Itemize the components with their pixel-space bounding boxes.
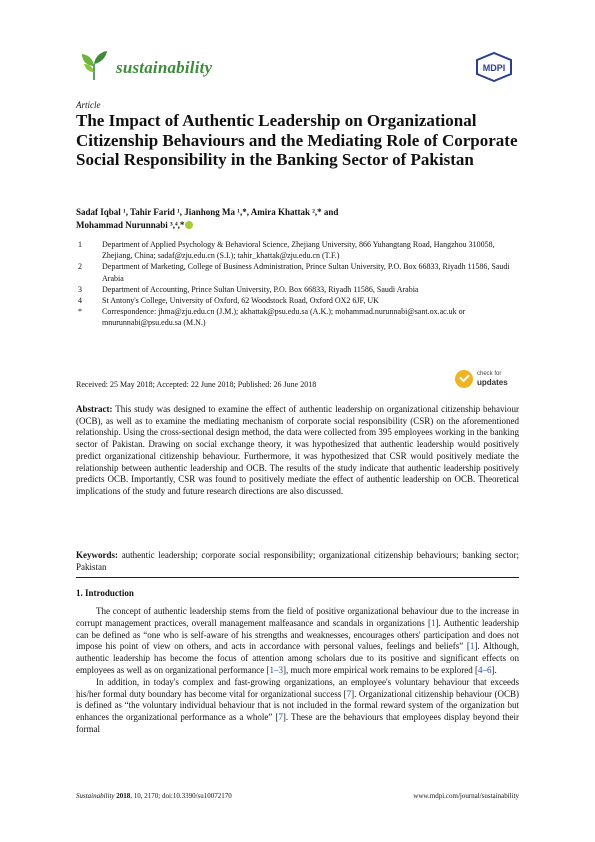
publication-dates: Received: 25 May 2018; Accepted: 22 June 2018; Published: 26 June 2018 [76,380,317,389]
author-list [76,206,526,232]
citation-link[interactable]: 7 [278,712,283,723]
footer-journal: Sustainability [76,792,115,800]
footer-year: 2018 [116,792,131,800]
footer-citation: Sustainability 2018, 10, 2170; doi:10.3390/su10072170 [76,792,232,800]
affiliation-marker: 4 [78,296,82,306]
paragraph [76,606,519,677]
text-run: ]. These are the behaviours that employees display beyond their formal [76,712,519,734]
affiliation-text: Department of Accounting, Prince Sultan University, P.O. Box 66833, Riyadh 11586, Saudi Arabia [102,284,419,294]
affiliation-text: Department of Applied Psychology & Behavioral Science, Zhejiang University, 866 Yuhangtang Road, Hangzhou 310058, Zhejiang, China; sadaf@zju.edu.cn (S.I.); tahir_khattak@zju.edu.cn (T.F.) [102,240,495,261]
body-text [76,606,519,736]
journal-logo-icon [76,46,112,82]
footer-url[interactable]: www.mdpi.com/journal/sustainability [413,792,519,800]
abstract [76,404,519,498]
text-run: The concept of authentic leadership stems from the field of positive organizational behaviour due to the increase in corrupt management practices, overall management malfeasance and scandals in organizations [ [76,606,519,628]
correspondence-item [76,306,516,328]
text-run: ]. Authentic leadership can be defined as “one who is self-aware of his strengths and weaknesses, encourages others' participation and does not impose his point of view on others, and acts in accordance with personal values, feelings and beliefs” [ [76,617,519,652]
affiliation-item [76,284,516,295]
affiliation-text: Correspondence: jhma@zju.edu.cn (J.M.); akhattak@psu.edu.sa (A.K.); mohammad.nurunnabi@sant.ox.ac.uk or mnurunnabi@psu.edu.sa (M.N.) [102,307,466,328]
abstract-label: Abstract: [76,404,113,414]
affiliation-marker: 2 [78,262,82,272]
citation-link[interactable]: 1 [430,617,436,628]
check-updates-line2: updates [477,378,508,387]
text-run: ]. [491,664,497,675]
affiliation-item [76,295,516,306]
mdpi-logo-icon [474,52,514,82]
citation-link[interactable]: 7 [346,688,352,699]
affiliation-item [76,261,516,283]
mdpi-logo-text: MDPI [482,63,506,73]
citation-link[interactable]: 4–6 [477,664,492,675]
author-line-2: Mohammad Nurunnabi ³,⁴,* [76,219,185,230]
text-run: ]. Although, authentic leadership has become the focus of attention among scholars due to its positive and significant effects on employees as well as on organizational performance [ [76,641,519,675]
citation-link[interactable]: 1–3 [269,664,284,675]
paper-title: The Impact of Authentic Leadership on Organizational Citizenship Behaviours and the Mediating Role of Corporate Social Responsibility in the Banking Sector of Pakistan [76,111,518,169]
section-divider [76,577,519,578]
text-run: In addition, in today's complex and fast-growing organizations, an employee's voluntary behaviour that exceeds his/her formal duty boundary has become vital for organizational success [ [76,676,519,699]
keywords-label: Keywords: [76,550,118,560]
affiliation-text: St Antony's College, University of Oxford, 62 Woodstock Road, Oxford OX2 6JF, UK [102,296,379,306]
section-heading: 1. Introduction [76,588,134,598]
affiliation-item [76,239,516,261]
journal-name: sustainability [116,58,213,77]
affiliation-marker: 3 [78,284,82,294]
footer-volume: 10, 2170; doi:10.3390/su10072170 [133,792,232,800]
check-updates-icon [455,370,473,388]
keywords [76,550,519,573]
article-type: Article [76,100,101,110]
check-updates-line1: check for [477,371,502,377]
affiliation-text: Department of Marketing, College of Business Administration, Prince Sultan University, P.O. Box 66833, Riyadh 11586, Saudi Arabia [102,262,510,283]
paragraph [76,677,519,736]
text-run: ]. Organizational citizenship behaviour (OCB) is defined as “the voluntary individual behaviour that is not included in the formal reward system of the organization but enhances the organizational performance as a whole” [ [76,688,519,723]
keywords-text: authentic leadership; corporate social responsibility; organizational citizenship behaviours; banking sector; Pakistan [76,550,520,572]
author-line-1: Sadaf Iqbal ¹, Tahir Farid ¹, Jianhong Ma ¹,*, Amira Khattak ²,* and [76,207,339,217]
orcid-icon[interactable] [185,221,193,229]
text-run: ], much more empirical work remains to be explored [ [283,664,478,675]
affiliation-marker: 1 [78,240,82,249]
abstract-text: This study was designed to examine the effect of authentic leadership on organizational citizenship behaviour (OCB), as well as to examine the mediating mechanism of corporate social responsibility (CSR) on the aforementioned relationship. Using the cross-sectional design method, the data were collected from 395 employees working in the banking sector of Pakistan. Drawing on social exchange theory, it was hypothesized that authentic leadership would positively predict organizational citizenship behaviour. Furthermore, it was hypothesized that CSR would positively mediate the relationship between authentic leadership and OCB. The results of the study indicate that authentic leadership positively predicts OCB. Importantly, CSR was found to positively mediate the effect of authentic leadership on OCB. Theoretical implications of the study and future research directions are also discussed. [76,404,519,496]
citation-link[interactable]: 1 [469,641,475,652]
check-for-updates-badge[interactable] [455,369,525,391]
affiliations [76,239,516,329]
affiliation-marker: * [78,307,82,317]
